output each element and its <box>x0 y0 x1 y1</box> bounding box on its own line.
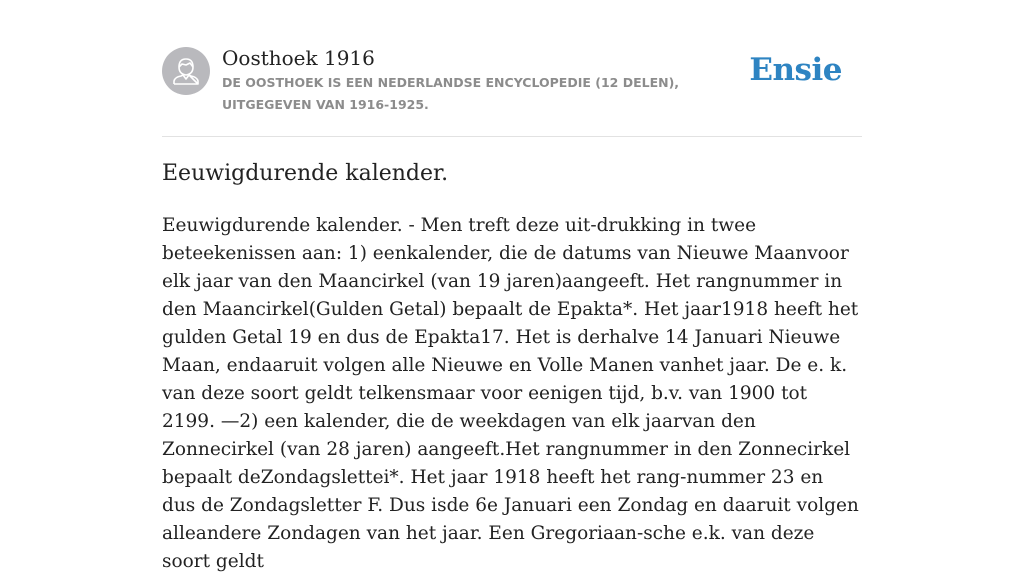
article-title: Eeuwigdurende kalender. <box>162 161 449 186</box>
avatar[interactable] <box>162 47 210 95</box>
ensie-logo[interactable]: Ensie <box>749 52 842 88</box>
source-name[interactable]: Oosthoek 1916 <box>222 46 375 70</box>
article-body: Eeuwigdurende kalender. - Men treft deze uit-drukking in twee beteekenissen aan: 1) eenkalender, die de datums van Nieuwe Maanvoor elk jaar van den Maancirkel (van 19 jaren)aangeeft. Het rangnummer in den Maancirkel(Gulden Getal) bepaalt de Epakta*. Het jaar1918 heeft het gulden Getal 19 en dus de Epakta17. Het is derhalve 14 Januari Nieuwe Maan, endaaruit volgen alle Nieuwe en Volle Manen vanhet jaar. De e. k. van deze soort geldt telkensmaar voor eenigen tijd, b.v. van 1900 tot 2199. —2) een kalender, die de weekdagen van elk jaarvan den Zonnecirkel (van 28 jaren) aangeeft.Het rangnummer in den Zonnecirkel bepaalt deZondagslettei*. Het jaar 1918 heeft het rang-nummer 23 en dus de Zondagsletter F. Dus isde 6e Januari een Zondag en daaruit volgen alleandere Zondagen van het jaar. Een Gregoriaan-sche e.k. van deze soort geldt <box>162 215 859 572</box>
user-icon <box>162 47 210 95</box>
source-header <box>162 0 862 137</box>
source-description: DE OOSTHOEK IS EEN NEDERLANDSE ENCYCLOPEDIE (12 DELEN), UITGEGEVEN VAN 1916-1925. <box>222 75 680 112</box>
